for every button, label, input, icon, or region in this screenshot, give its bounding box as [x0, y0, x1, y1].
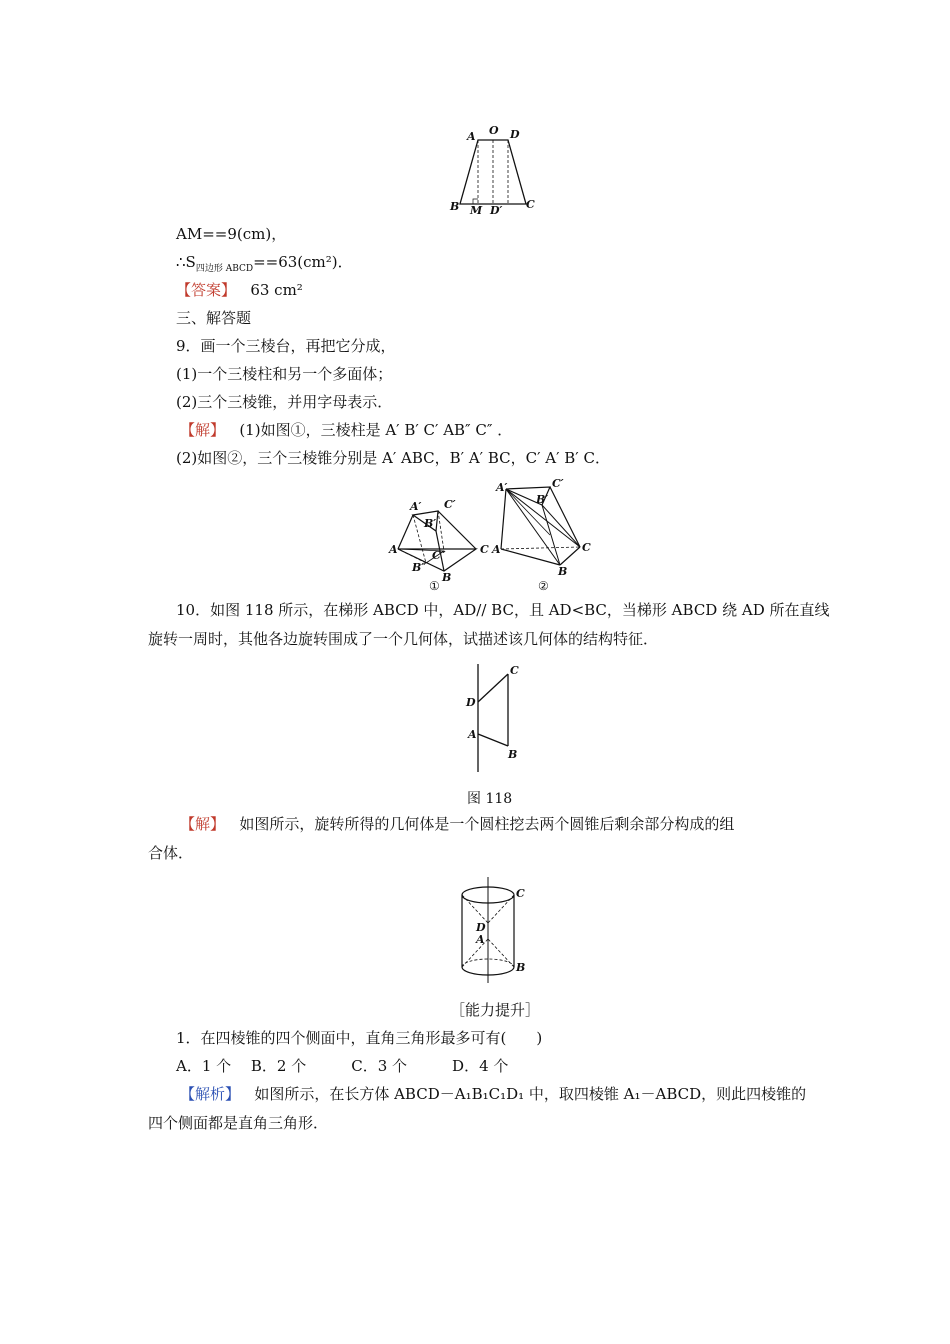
ability-heading: ［能力提升］ — [450, 1001, 541, 1019]
fig118-label-d: D — [466, 696, 476, 709]
label-d: D — [510, 128, 520, 141]
prism-figures — [388, 475, 608, 595]
fig2-label-b: B — [558, 565, 568, 578]
label-m: M — [470, 204, 483, 217]
cylinder-label-d: D — [476, 921, 486, 934]
solution-10-line1: 【解】 如图所示，旋转所得的几何体是一个圆柱挖去两个圆锥后剩余部分构成的组 — [180, 815, 735, 833]
fig2-number: ② — [538, 579, 549, 593]
question-10-line1: 10．如图 118 所示，在梯形 ABCD 中，AD// BC，且 AD<BC，当梯形 ABCD 绕 AD 所在直线 — [176, 601, 830, 619]
fig1-number: ① — [429, 579, 440, 593]
area-subscript: 四边形 ABCD — [195, 264, 254, 274]
fig2-label-c1: C′ — [552, 477, 564, 490]
fig118-label-c: C — [510, 664, 519, 677]
fig2-label-a: A — [492, 543, 501, 556]
fig1-label-b: B — [442, 571, 452, 584]
question-10-line2: 旋转一周时，其他各边旋转围成了一个几何体，试描述该几何体的结构特征． — [148, 630, 659, 648]
label-c: C — [526, 198, 535, 211]
solution-9-part2: (2)如图②，三个三棱锥分别是 A′ ABC，B′ A′ BC，C′ A′ B′ C． — [176, 449, 610, 467]
question-9-part1: (1)一个三棱柱和另一个多面体； — [176, 365, 393, 383]
analysis-line2: 四个侧面都是直角三角形． — [148, 1114, 329, 1132]
fig118-label-a: A — [468, 728, 477, 741]
fig2-label-b1: B′ — [536, 493, 549, 506]
fig2-label-c: C — [582, 541, 591, 554]
fig1-label-c2: C″ — [432, 549, 446, 562]
fig1-label-b1: B′ — [424, 517, 437, 530]
trapezoid-figure — [440, 122, 540, 222]
fig1-label-b2: B″ — [412, 561, 427, 574]
figure-118 — [460, 660, 530, 775]
question-9: 9．画一个三棱台，再把它分成， — [176, 337, 396, 355]
analysis-line1: 【解析】 如图所示，在长方体 ABCD－A₁B₁C₁D₁ 中，取四棱锥 A₁－ABCD，则此四棱锥的 — [180, 1085, 807, 1103]
section-heading: 三、解答题 — [176, 309, 252, 327]
fig2-label-a1: A′ — [496, 481, 508, 494]
label-o: O — [489, 124, 499, 137]
cylinder-label-a: A — [476, 933, 485, 946]
solution-9-part1: 【解】 (1)如图①，三棱柱是 A′ B′ C′ AB″ C″ ． — [180, 421, 513, 439]
fig1-label-a1: A′ — [410, 500, 422, 513]
fig1-label-c: C — [480, 543, 489, 556]
label-b: B — [450, 200, 460, 213]
solution-tag: 【解】 — [180, 421, 226, 439]
label-d-prime: D′ — [490, 204, 503, 217]
question-1: 1．在四棱锥的四个侧面中，直角三角形最多可有( ) — [176, 1029, 543, 1047]
line-am: AM==9(cm)， — [176, 225, 287, 243]
question-9-part2: (2)三个三棱锥，并用字母表示． — [176, 393, 393, 411]
fig118-label-b: B — [508, 748, 518, 761]
solution-10-tag: 【解】 — [180, 815, 226, 833]
analysis-tag: 【解析】 — [180, 1085, 241, 1103]
line-area: $\therefore S_{四边形 ABCD}==63(cm^2)$． — [176, 253, 353, 274]
question-1-options: A．1 个 B．2 个 C．3 个 D．4 个 — [176, 1057, 509, 1075]
cylinder-label-c: C — [516, 887, 525, 900]
answer-tag: 【答案】 — [176, 281, 237, 299]
line-answer: 【答案】 63 cm² — [176, 281, 303, 299]
solution-10-line2: 合体． — [148, 844, 194, 862]
fig1-label-c1: C′ — [444, 498, 456, 511]
figure-118-caption: 图 118 — [467, 791, 513, 807]
label-a: A — [467, 130, 476, 143]
fig1-label-a: A — [389, 543, 398, 556]
cylinder-label-b: B — [516, 961, 526, 974]
cylinder-figure — [454, 875, 544, 985]
